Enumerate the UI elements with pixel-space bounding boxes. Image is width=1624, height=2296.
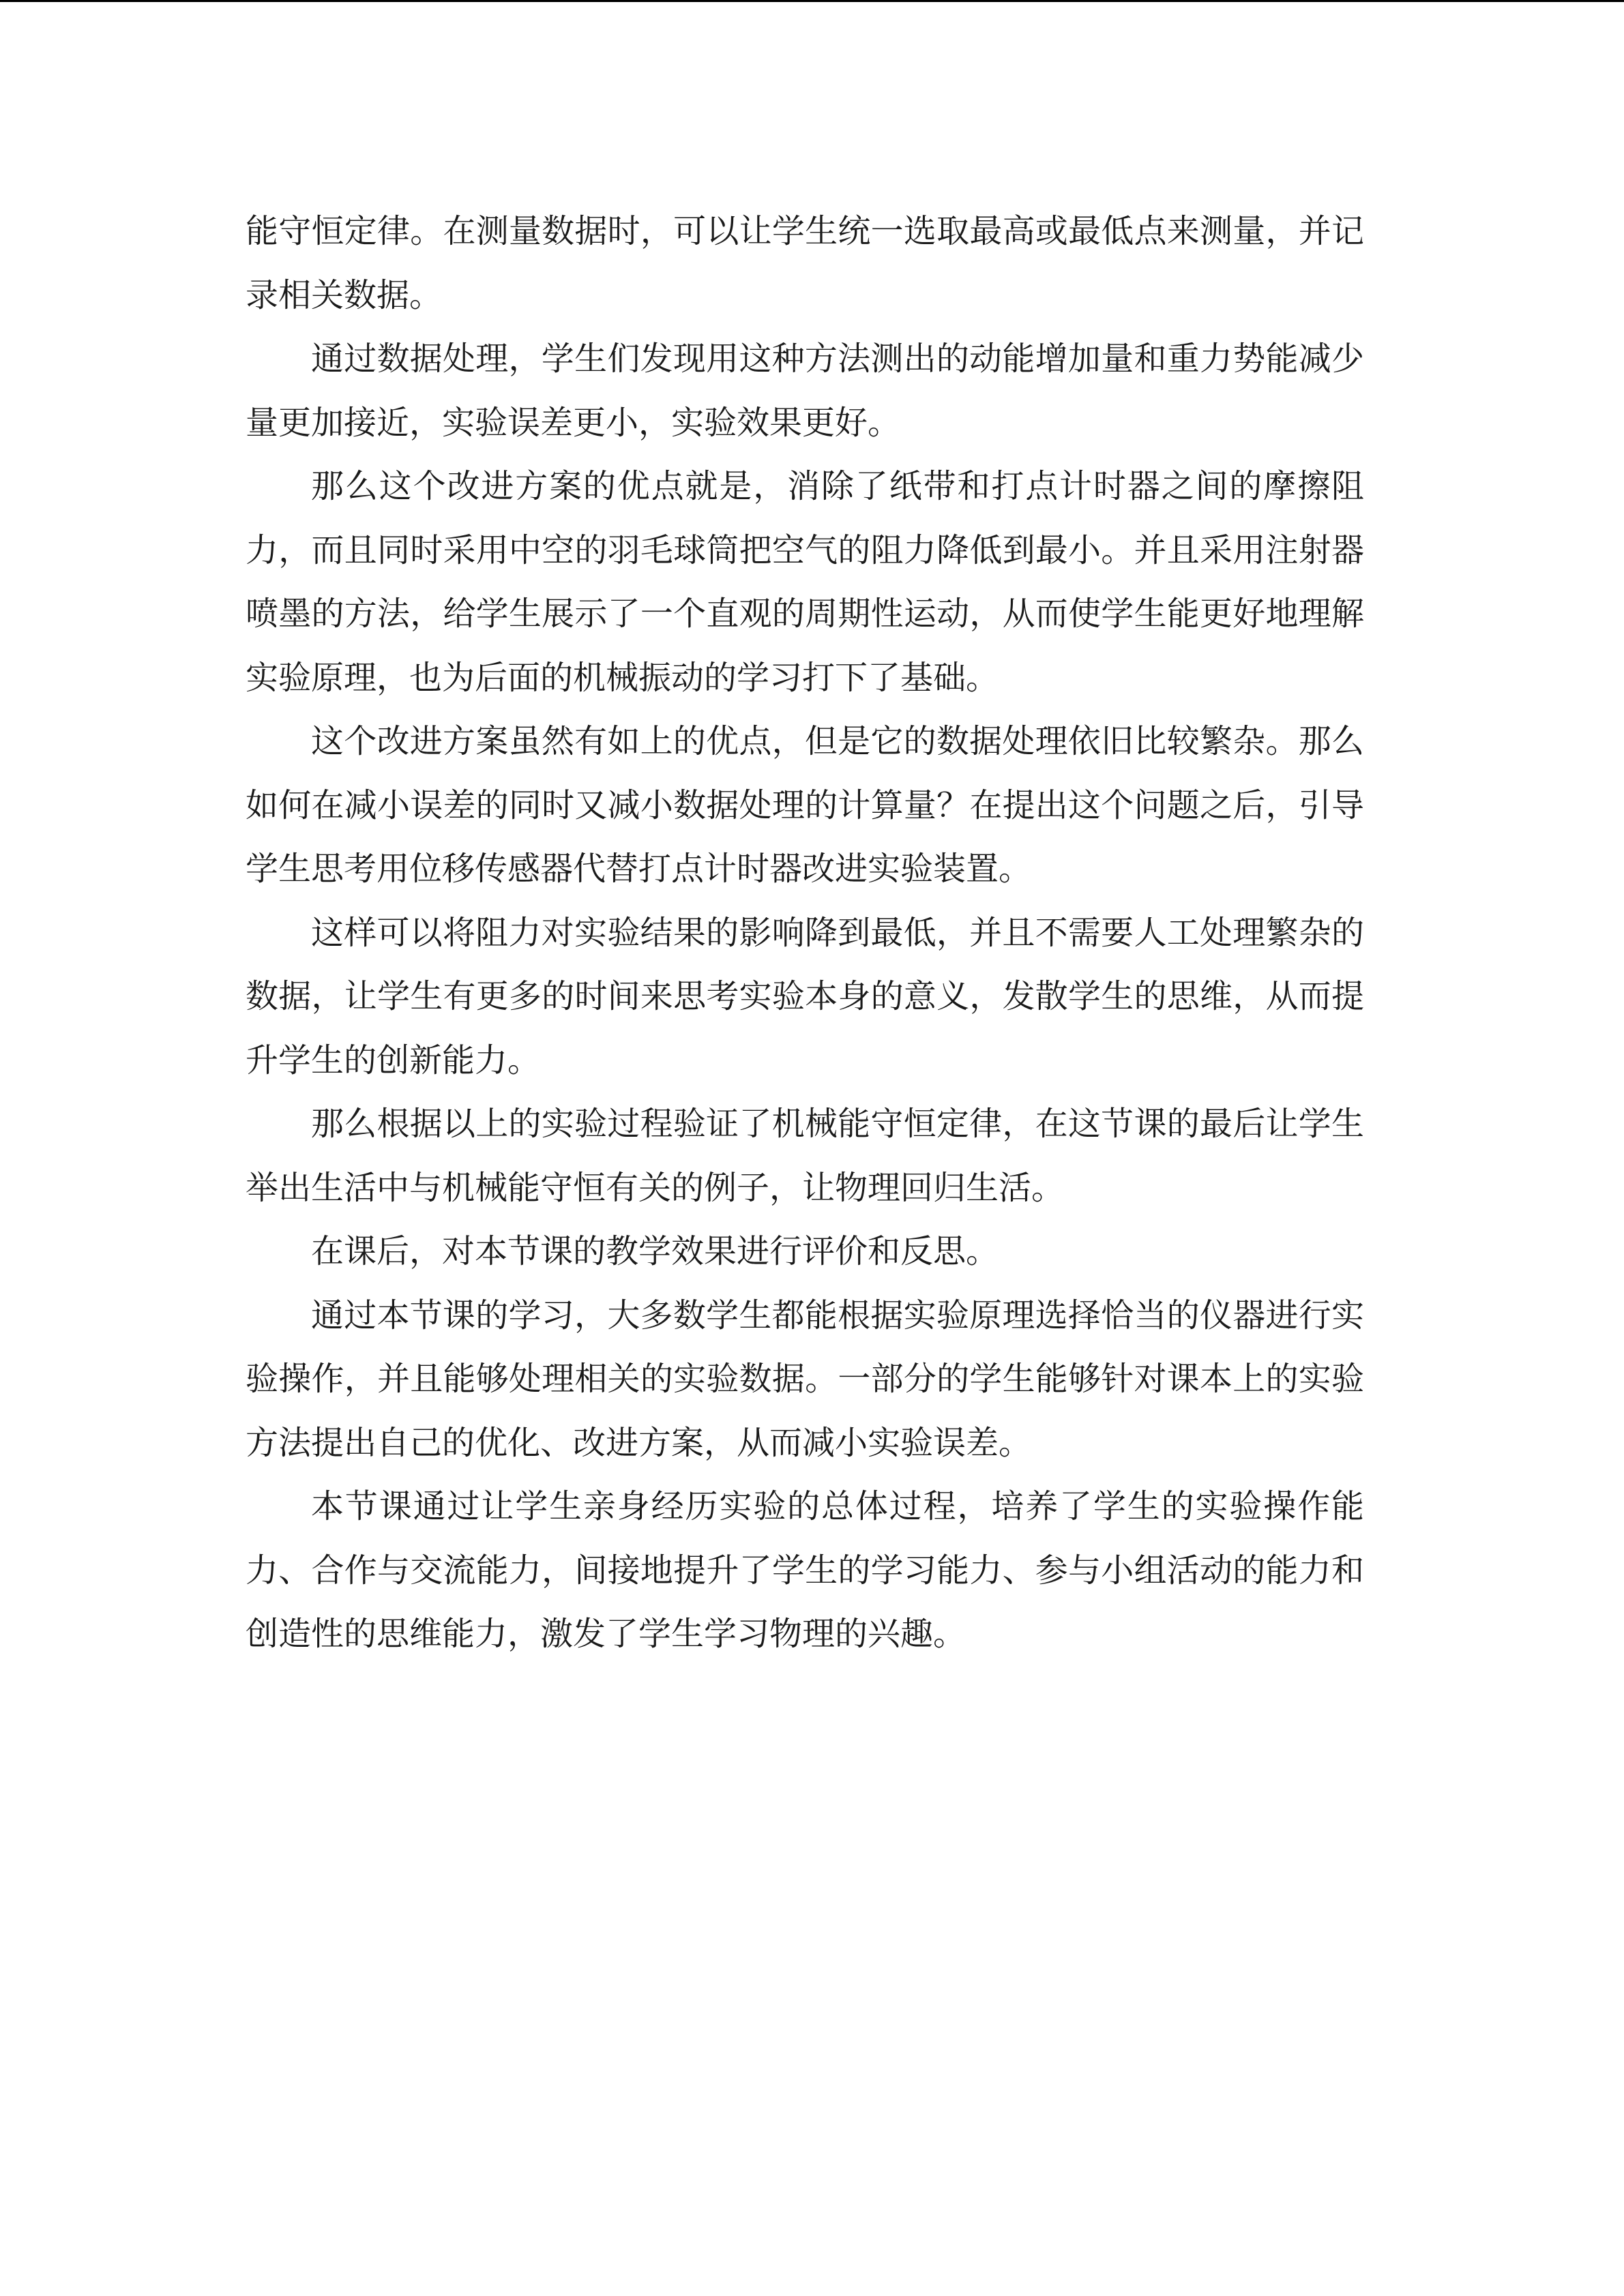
- paragraph: 在课后，对本节课的教学效果进行评价和反思。: [311, 1232, 999, 1270]
- paragraph: 那么这个改进方案的优点就是，消除了纸带和打点计时器之间的摩擦阻力，而且同时采用中空的羽毛球筒把空气的阻力降低到最小。并且采用注射器喷墨的方法，给学生展示了一个直观的周期性运动，从而使学生能更好地理解实验原理，也为后面的机械振动的学习打下了基础。: [246, 467, 1364, 697]
- paragraph: 本节课通过让学生亲身经历实验的总体过程，培养了学生的实验操作能力、合作与交流能力，间接地提升了学生的学习能力、参与小组活动的能力和创造性的思维能力，激发了学生学习物理的兴趣。: [246, 1487, 1364, 1653]
- paragraph: 这样可以将阻力对实验结果的影响降到最低，并且不需要人工处理繁杂的数据，让学生有更多的时间来思考实验本身的意义，发散学生的思维，从而提升学生的创新能力。: [246, 913, 1364, 1079]
- paragraph: 这个改进方案虽然有如上的优点，但是它的数据处理依旧比较繁杂。那么如何在减小误差的同时又减小数据处理的计算量？在提出这个问题之后，引导学生思考用位移传感器代替打点计时器改进实验装置。: [246, 722, 1364, 888]
- paragraph: 通过数据处理，学生们发现用这种方法测出的动能增加量和重力势能减少量更加接近，实验误差更小，实验效果更好。: [246, 340, 1364, 442]
- paragraph: 通过本节课的学习，大多数学生都能根据实验原理选择恰当的仪器进行实验操作，并且能够处理相关的实验数据。一部分的学生能够针对课本上的实验方法提出自己的优化、改进方案，从而减小实验误差。: [246, 1296, 1364, 1462]
- document-body: [246, 200, 1364, 1667]
- paragraph: 能守恒定律。在测量数据时，可以让学生统一选取最高或最低点来测量，并记录相关数据。: [246, 212, 1364, 314]
- paragraph: 那么根据以上的实验过程验证了机械能守恒定律，在这节课的最后让学生举出生活中与机械能守恒有关的例子，让物理回归生活。: [246, 1105, 1364, 1207]
